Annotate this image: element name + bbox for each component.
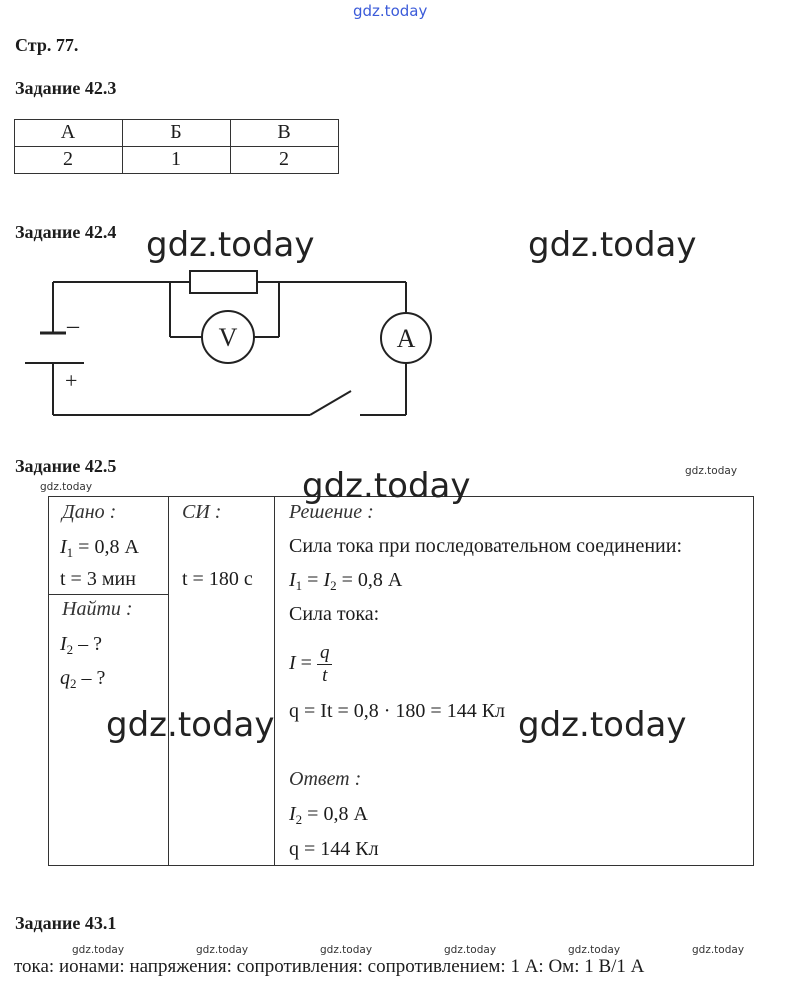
given-time: t = 3 мин [60, 568, 136, 590]
given-current: $I_1 = 0,8$ А [60, 536, 139, 560]
table-value-b: 1 [171, 148, 181, 170]
formula-denominator: t [322, 665, 328, 686]
watermark-top: gdz.today [353, 2, 428, 20]
answer-charge: q = 144 Кл [289, 838, 379, 860]
watermark-large: gdz.today [302, 466, 471, 506]
watermark-small: gdz.today [40, 481, 93, 493]
watermark-small: gdz.today [196, 944, 249, 956]
table-header-b: Б [170, 121, 182, 143]
given-label: Дано : [62, 501, 117, 523]
task-43-1-heading: Задание 43.1 [15, 913, 117, 933]
find-charge: $q_2$ – ? [60, 667, 106, 691]
answer-label: Ответ : [289, 768, 362, 790]
watermark-large: gdz.today [106, 705, 275, 745]
watermark-large: gdz.today [528, 225, 697, 265]
solution-label: Решение : [289, 501, 374, 523]
formula-numerator: q [317, 642, 333, 665]
table-header-v: В [277, 121, 291, 143]
watermark-large: gdz.today [146, 225, 315, 265]
watermark-small: gdz.today [568, 944, 621, 956]
watermark-small: gdz.today [444, 944, 497, 956]
si-label: СИ : [182, 501, 222, 523]
solution-current-formula: I = $\frac{q}{t}$ [289, 642, 332, 687]
battery-plus-sign: + [65, 368, 78, 393]
ammeter-label: A [396, 324, 416, 353]
battery-minus-sign: – [67, 313, 79, 339]
task-42-3-heading: Задание 42.3 [15, 78, 117, 98]
find-label: Найти : [62, 598, 133, 620]
watermark-small: gdz.today [685, 465, 738, 477]
table-value-a: 2 [63, 148, 73, 170]
solution-equal-currents: $I_1 = I_2 = 0,8$ А [289, 569, 403, 593]
task-42-4-heading: Задание 42.4 [15, 222, 117, 242]
solution-current-label: Сила тока: [289, 603, 380, 625]
page-label: Стр. 77. [15, 35, 79, 55]
answer-current: $I_2 = 0,8$ А [289, 803, 368, 827]
solution-charge-formula: q = It = 0,8 · 180 = 144 Кл [289, 700, 506, 722]
table-header-a: А [60, 121, 76, 143]
si-time: t = 180 с [182, 568, 253, 590]
watermark-large: gdz.today [518, 705, 687, 745]
voltmeter-label: V [218, 323, 238, 352]
find-current: $I_2$ – ? [60, 633, 103, 657]
watermark-small: gdz.today [72, 944, 125, 956]
task-43-1-answer-text: тока: ионами: напряжения: сопротивления: сопротивлением: 1 А: Ом: 1 В/1 А [14, 956, 645, 977]
watermark-small: gdz.today [320, 944, 373, 956]
table-value-v: 2 [279, 148, 289, 170]
watermark-small: gdz.today [692, 944, 745, 956]
task-42-5-heading: Задание 42.5 [15, 456, 117, 476]
solution-series-text: Сила тока при последовательном соединении: [289, 535, 683, 557]
